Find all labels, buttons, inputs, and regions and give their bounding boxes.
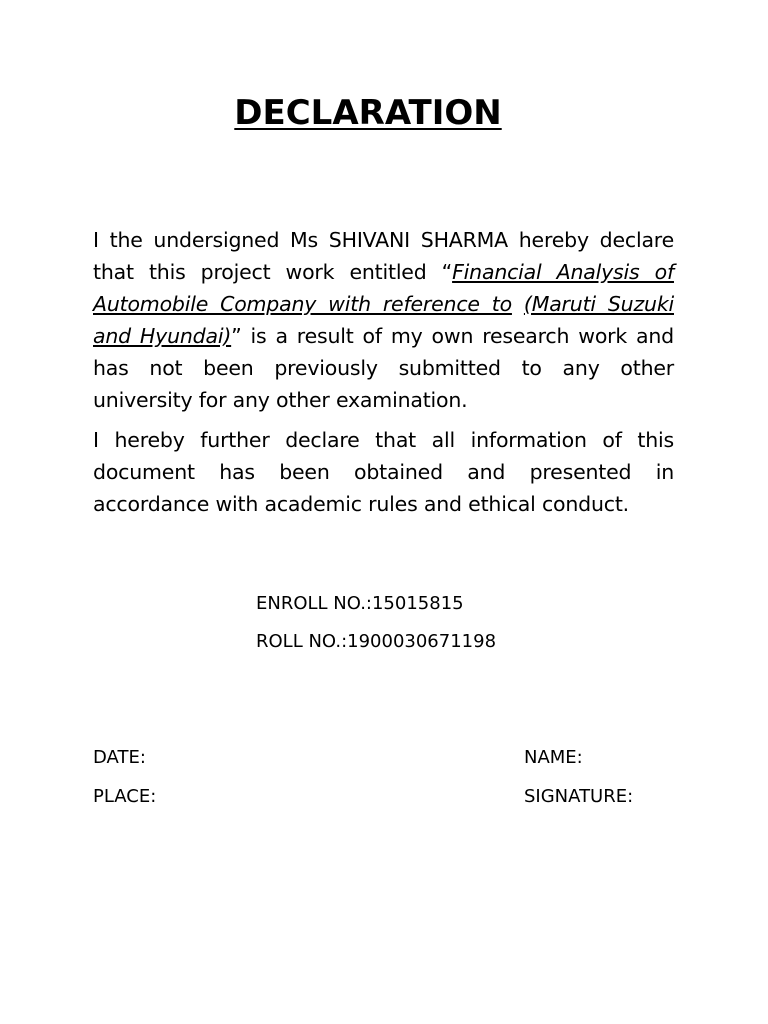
declaration-intro: I the undersigned Ms SHIVANI SHARMA hereby declare that this project work entitled “ [93, 228, 674, 284]
roll-number: ROLL NO.:1900030671198 [256, 631, 497, 652]
declaration-outro: ” is a result of my own research work and has not been previously submitted to any other university for any other examination. [93, 324, 674, 412]
signature-label: SIGNATURE: [524, 786, 634, 807]
name-label: NAME: [524, 747, 583, 768]
page-title: DECLARATION [234, 93, 502, 133]
project-title-part1: Financial Analysis of Automobile Company with reference to [93, 260, 674, 316]
further-declaration-paragraph: I hereby further declare that all information of this document has been obtained and presented in accordance with academic rules and ethical conduct. [93, 428, 674, 516]
declaration-paragraph [93, 224, 674, 416]
place-label: PLACE: [93, 786, 157, 807]
enroll-number: ENROLL NO.:15015815 [256, 593, 464, 614]
project-title-part2: (Maruti Suzuki and Hyundai) [93, 292, 674, 348]
date-label: DATE: [93, 747, 146, 768]
title-spacer [512, 292, 524, 316]
